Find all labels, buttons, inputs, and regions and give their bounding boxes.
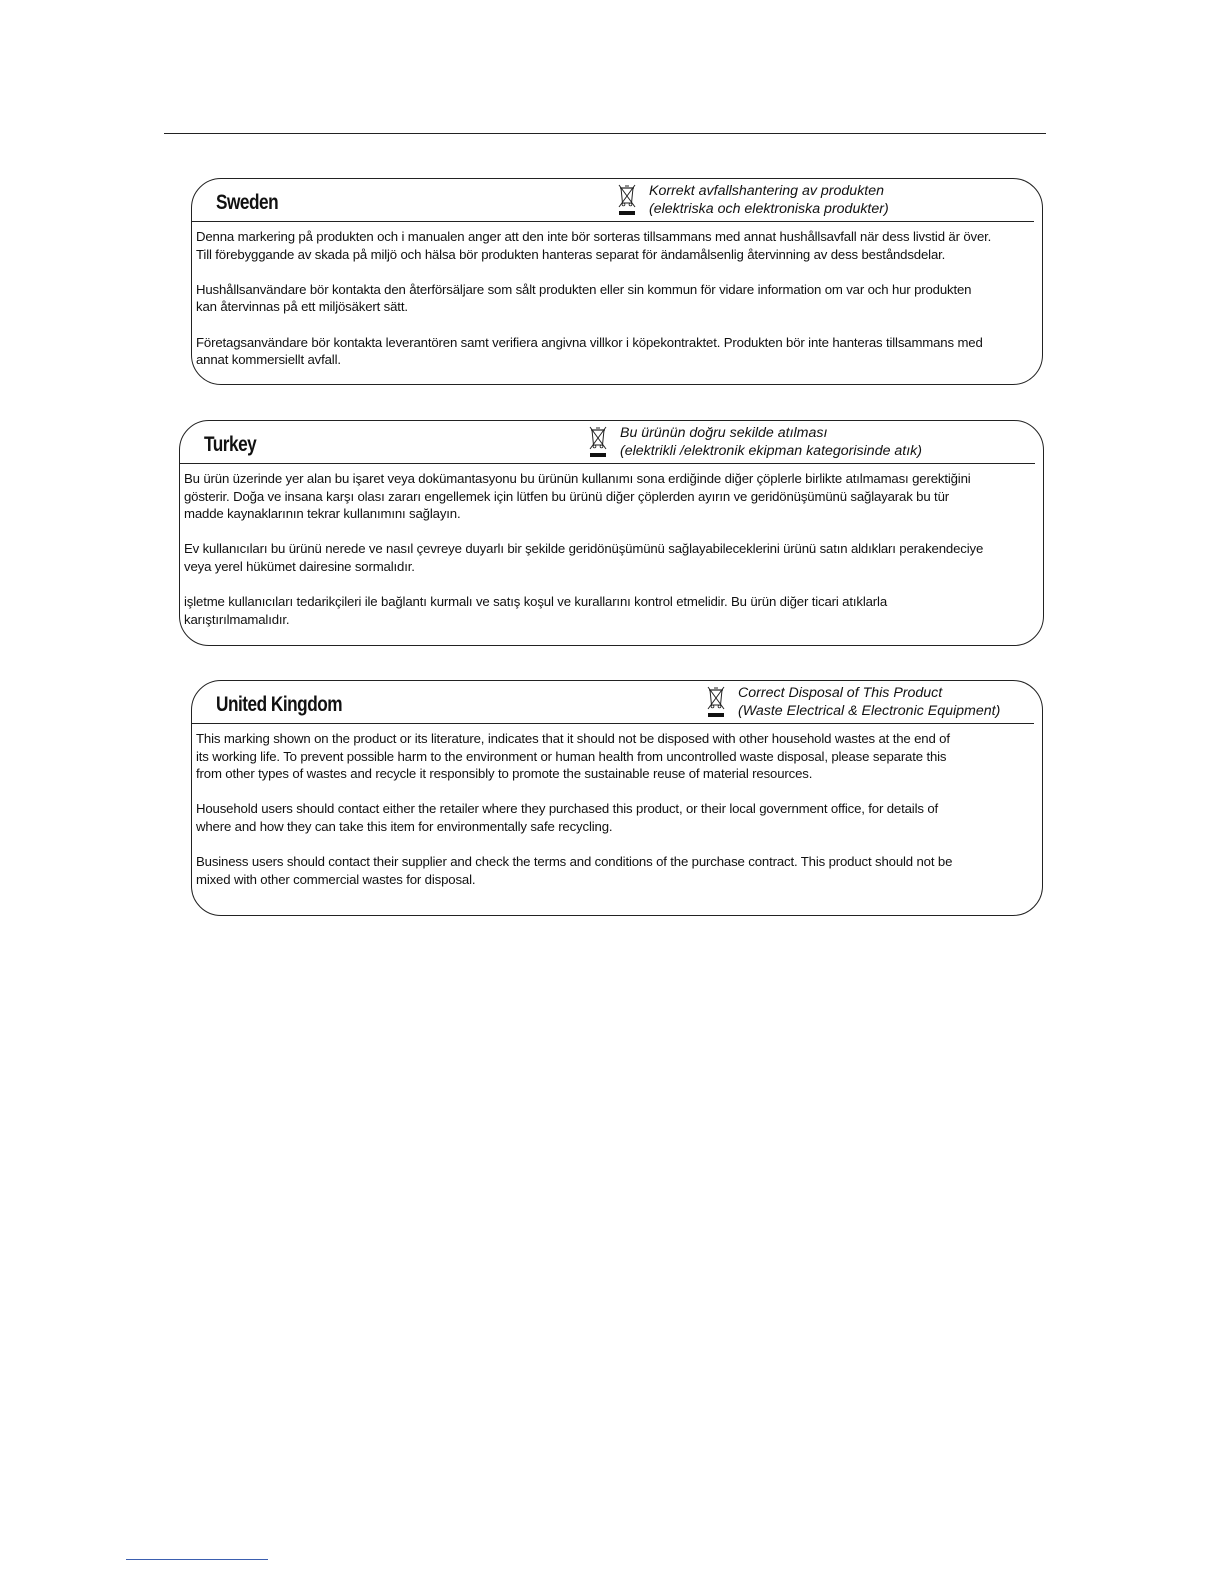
paragraph: Bu ürün üzerinde yer alan bu işaret veya dokümantasyonu bu ürünün kullanımı sona erdiğinde diğer çöplerle birlikte atılmaması gerektiğini gösterir. Doğa ve insana karşı olası zararı engellemek için lütfen bu ürünü diğer çöplerden ayırın ve geridönüşümünü sağlayarak bu tür madde kaynaklarının tekrar kullanımını sağlayın. [184, 471, 971, 522]
weee-caption [620, 424, 922, 460]
country-title: Turkey [204, 433, 257, 456]
paragraph: Hushållsanvändare bör kontakta den återförsäljare som sålt produkten eller sin kommun för vidare information om var och hur produkten kan återvinnas på ett miljösäkert sätt. [196, 281, 972, 315]
crossed-out-wheelie-bin-icon [587, 425, 609, 459]
panel-header [180, 421, 1043, 464]
paragraph: Business users should contact their supplier and check the terms and conditions of the purchase contract. This product should not be mixed with other commercial wastes for disposal. [196, 854, 953, 887]
paragraph: Denna markering på produkten och i manualen anger att den inte bör sorteras tillsammans med annat hushållsavfall när dess livstid är över. Till förebyggande av skada på miljö och hälsa bör produkten hanteras separat för ändamålsenlig återvinning av dess beståndsdelar. [196, 229, 992, 262]
panel-united-kingdom [191, 680, 1043, 916]
top-rule [164, 133, 1046, 134]
caption-line-2: (elektrikli /elektronik ekipman kategorisinde atık) [620, 443, 923, 459]
panel-body [184, 470, 1039, 628]
weee-caption [738, 684, 1000, 720]
panel-turkey [179, 420, 1044, 646]
paragraph: Ev kullanıcıları bu ürünü nerede ve nasıl çevreye duyarlı bir şekilde geridönüşümünü sağlayabileceklerini ürünü satın aldıkları perakendeciye veya yerel hükümet dairesine sormalıdır. [184, 541, 984, 574]
header-divider [192, 221, 1034, 222]
caption-line-1: Bu ürünün doğru sekilde atılması [620, 425, 828, 441]
paragraph: This marking shown on the product or its literature, indicates that it should not be disposed with other household wastes at the end of its working life. To prevent possible harm to the environment or human health from uncontrolled waste disposal, please separate this from other types of wastes and recycle it responsibly to promote the sustainable reuse of material resources. [196, 731, 950, 782]
panel-body [196, 228, 1038, 369]
weee-caption [649, 182, 889, 218]
panel-header [192, 681, 1042, 724]
caption-line-2: (elektriska och elektroniska produkter) [649, 201, 889, 217]
caption-line-1: Korrekt avfallshantering av produkten [649, 183, 885, 199]
panel-sweden [191, 178, 1043, 385]
paragraph: Företagsanvändare bör kontakta leverantören samt verifiera angivna villkor i köpekontraktet. Produkten bör inte hanteras tillsammans med annat kommersiellt avfall. [196, 334, 983, 368]
country-title: Sweden [216, 191, 279, 214]
country-title: United Kingdom [216, 693, 343, 716]
caption-line-1: Correct Disposal of This Product [738, 685, 943, 701]
caption-line-2: (Waste Electrical & Electronic Equipment) [738, 703, 1001, 719]
header-divider [192, 723, 1034, 724]
panel-header [192, 179, 1042, 222]
paragraph: işletme kullanıcıları tedarikçileri ile bağlantı kurmalı ve satış koşul ve kurallarını kontrol etmelidir. Bu ürün diğer ticari atıklarla karıştırılmamalıdır. [184, 594, 888, 627]
crossed-out-wheelie-bin-icon [705, 685, 727, 719]
header-divider [180, 463, 1035, 464]
paragraph: Household users should contact either the retailer where they purchased this product, or their local government office, for details of where and how they can take this item for environmentally safe recycling. [196, 801, 939, 834]
panel-body [196, 730, 1038, 888]
footnote-rule [126, 1559, 268, 1560]
crossed-out-wheelie-bin-icon [616, 183, 638, 217]
